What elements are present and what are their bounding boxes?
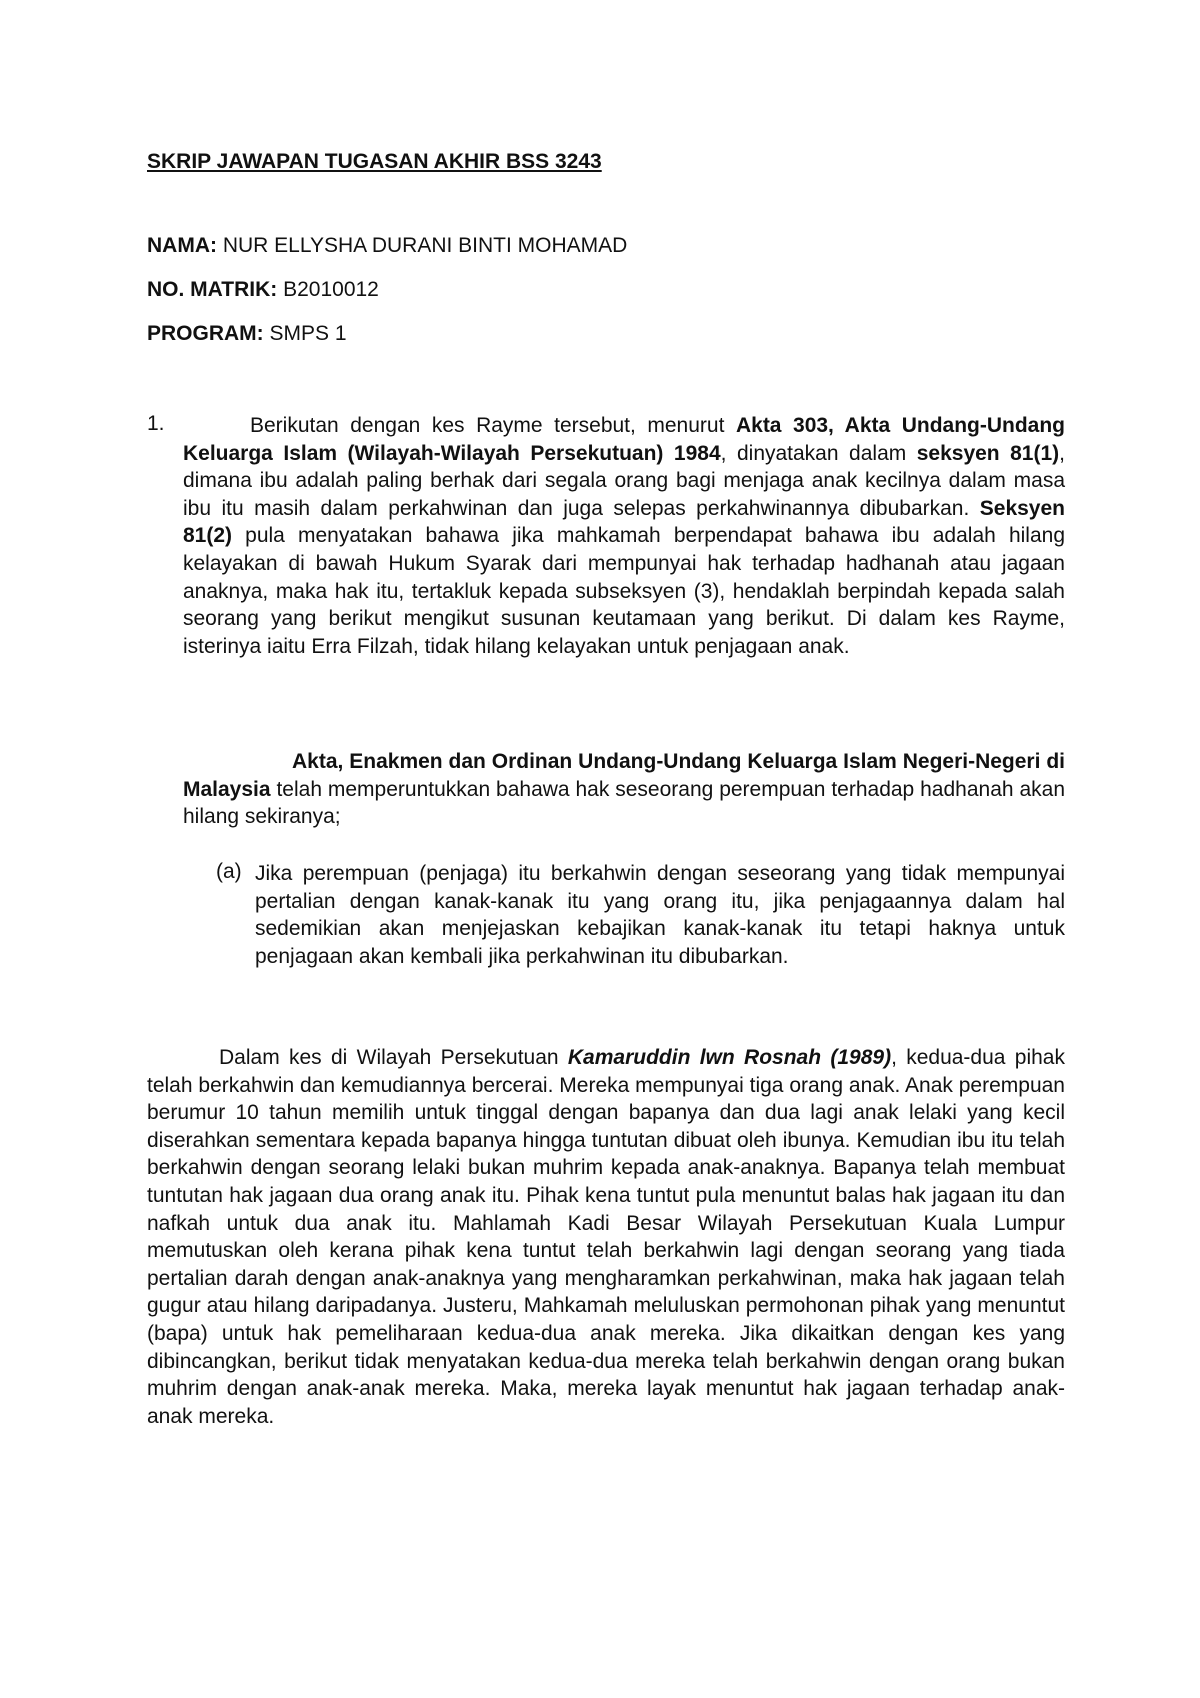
p1-bold-3: Seksyen 81(2): [183, 496, 1065, 548]
program-value: SMPS 1: [263, 322, 347, 345]
nama-label: NAMA:: [147, 234, 217, 257]
paragraph-3: [147, 1044, 1065, 1430]
list-item-text: Jika perempuan (penjaga) itu berkahwin dengan seseorang yang tidak mempunyai pertalian dengan kanak-kanak itu yang orang itu, jika penjagaannya dalam hal sedemikian akan menjejaskan kebajikan kanak-kanak itu tetapi haknya untuk penjagaan akan kembali jika perkahwinan itu dibubarkan.: [255, 862, 1065, 968]
p1-text-1: Berikutan dengan kes Rayme tersebut, menurut: [250, 414, 736, 437]
program-field: [147, 322, 347, 346]
nama-field: [147, 234, 627, 258]
p2-bold-1: Akta, Enakmen dan Ordinan Undang-Undang Keluarga Islam Negeri-Negeri di Malaysia: [183, 750, 1065, 801]
document-title: SKRIP JAWAPAN TUGASAN AKHIR BSS 3243: [147, 150, 602, 173]
p1-text-4: pula menyatakan bahawa jika mahkamah berpendapat bahawa ibu adalah hilang kelayakan di bawah Hukum Syarak dari mempunyai hak terhadap hadhanah atau jagaan anaknya, maka hak itu, tertakluk kepada subseksyen (3), hendaklah berpindah kepada salah seorang yang berikut mengikut susunan keutamaan yang berikut. Di dalam kes Rayme, isterinya iaitu Erra Filzah, tidak hilang kelayakan untuk penjagaan anak.: [183, 524, 1065, 658]
matrik-field: [147, 278, 379, 302]
list-item-label: (a): [216, 860, 242, 883]
nama-value: NUR ELLYSHA DURANI BINTI MOHAMAD: [216, 234, 628, 257]
item-number: 1.: [147, 412, 165, 435]
paragraph-1: [183, 412, 1065, 660]
p1-text-2: , dinyatakan dalam: [720, 441, 917, 465]
paragraph-2: [183, 748, 1065, 831]
p2-text-1: telah memperuntukkan bahawa hak seseorang perempuan terhadap hadhanah akan hilang sekiranya;: [183, 777, 1065, 829]
matrik-label: NO. MATRIK:: [147, 278, 278, 301]
program-label: PROGRAM:: [147, 322, 264, 345]
p1-bold-2: seksyen 81(1): [916, 441, 1060, 465]
p4-text-1: Dalam kes di Wilayah Persekutuan: [219, 1046, 568, 1069]
matrik-value: B2010012: [277, 278, 379, 301]
case-citation: Kamaruddin lwn Rosnah (1989): [567, 1046, 892, 1069]
p4-text-2: , kedua-dua pihak telah berkahwin dan kemudiannya bercerai. Mereka mempunyai tiga orang anak. Anak perempuan berumur 10 tahun memilih untuk tinggal dengan bapanya dan dua lagi anak lelaki yang kecil diserahkan sementara kepada bapanya hingga tuntutan dibuat oleh ibunya. Kemudian ibu itu telah berkahwin dengan seorang lelaki bukan muhrim kepada anak-anaknya. Bapanya telah membuat tuntutan hak jagaan dua orang anak itu. Pihak kena tuntut pula menuntut balas hak jagaan itu dan nafkah untuk dua anak itu. Mahlamah Kadi Besar Wilayah Persekutuan Kuala Lumpur memutuskan oleh kerana pihak kena tuntut telah berkahwin lagi dengan seorang yang tiada pertalian darah dengan anak-anaknya yang mengharamkan perkahwinan, maka hak jagaan telah gugur atau hilang daripadanya. Justeru, Mahkamah meluluskan permohonan pihak yang menuntut (bapa) untuk hak pemeliharaan kedua-dua anak mereka. Jika dikaitkan dengan kes yang dibincangkan, berikut tidak menyatakan kedua-dua mereka telah berkahwin dengan orang bukan muhrim dengan anak-anak mereka. Maka, mereka layak menuntut hak jagaan terhadap anak-anak mereka.: [147, 1046, 1065, 1428]
p1-text-3: , dimana ibu adalah paling berhak dari segala orang bagi menjaga anak kecilnya dalam masa ibu itu masih dalam perkahwinan dan juga selepas perkahwinannya dibubarkan.: [183, 441, 1065, 520]
p1-bold-1: Akta 303, Akta Undang-Undang Keluarga Islam (Wilayah-Wilayah Persekutuan) 1984: [183, 414, 1066, 465]
